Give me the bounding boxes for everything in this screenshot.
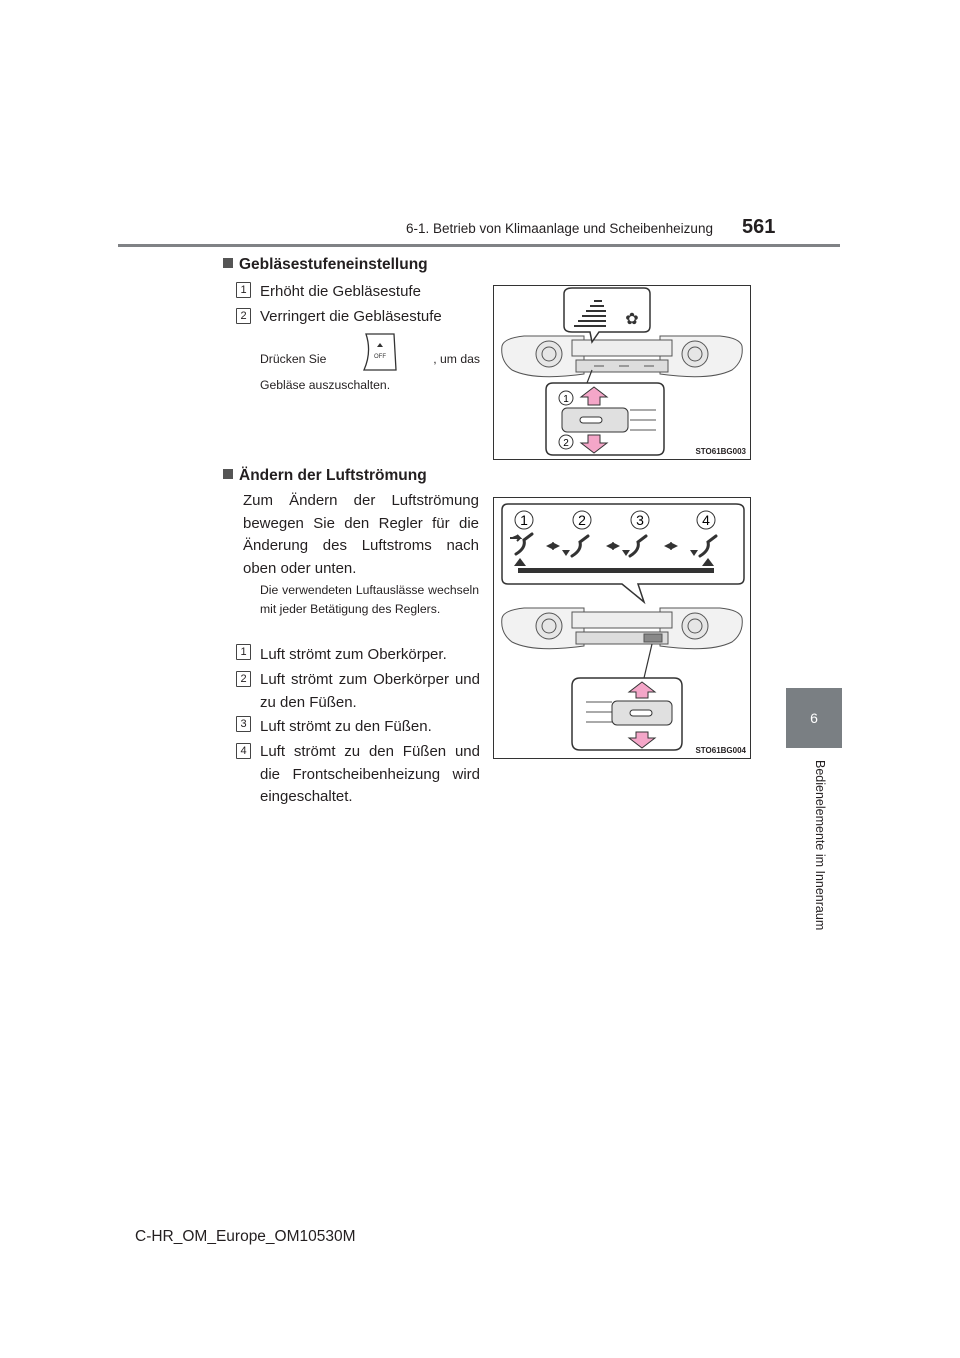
bullet-square-icon (223, 258, 233, 268)
section-heading-air-flow: Ändern der Luftströmung (223, 467, 427, 485)
header-section-title: 6-1. Betrieb von Klimaanlage und Scheibenheizung (406, 221, 713, 236)
list-item-text: Luft strömt zu den Füßen und die Frontscheibenheizung wird eingeschaltet. (260, 743, 480, 805)
air-flow-note: Die verwendeten Luftauslässe wechseln mit jeder Betätigung des Reglers. (260, 583, 479, 616)
fan-speed-list (236, 280, 486, 340)
page-number: 561 (742, 216, 776, 238)
figure-code: STO61BG004 (695, 746, 746, 755)
figure-fan-speed (493, 285, 751, 460)
item-number: 3 (236, 716, 251, 732)
callout-1: 1 (520, 512, 528, 528)
chapter-number: 6 (810, 710, 818, 726)
list-item-text: Luft strömt zum Oberkörper. (260, 646, 447, 663)
callout-1: 1 (563, 394, 569, 405)
off-label: OFF (373, 354, 386, 360)
fan-off-note (260, 348, 480, 395)
list-item-text: Verringert die Gebläsestufe (260, 308, 442, 325)
item-number: 2 (236, 671, 251, 687)
fan-speed-illustration (494, 286, 750, 459)
note-text: , um das (433, 351, 480, 366)
list-item-text: Erhöht die Gebläsestufe (260, 283, 421, 300)
section-heading-fan-speed: Gebläsestufeneinstellung (223, 256, 428, 274)
header-rule (118, 244, 840, 247)
item-number: 2 (236, 308, 251, 324)
air-flow-illustration (494, 498, 750, 758)
callout-4: 4 (702, 512, 710, 528)
callout-3: 3 (636, 512, 644, 528)
air-flow-intro: Zum Ändern der Luftströmung bewegen Sie den Regler für die Änderung des Luftstroms nach oben oder unten. (243, 492, 479, 577)
item-number: 1 (236, 644, 251, 660)
bullet-square-icon (223, 469, 233, 479)
list-item-text: Luft strömt zu den Füßen. (260, 718, 432, 735)
fan-off-button-icon (360, 332, 400, 372)
item-number: 1 (236, 282, 251, 298)
figure-air-flow (493, 497, 751, 759)
svg-text:✿: ✿ (625, 309, 639, 328)
footer-doc-id: C-HR_OM_Europe_OM10530M (135, 1228, 356, 1245)
callout-2: 2 (563, 438, 569, 449)
item-number: 4 (236, 743, 251, 759)
list-item-text: Luft strömt zum Oberkörper und zu den Füßen. (260, 671, 480, 711)
note-text: Drücken Sie (260, 351, 327, 366)
note-text: Gebläse auszuschalten. (260, 378, 391, 392)
chapter-title: Bedienelemente im Innenraum (813, 760, 827, 931)
figure-code: STO61BG003 (695, 447, 746, 456)
chapter-tab (786, 688, 842, 748)
air-flow-list (236, 642, 481, 812)
callout-2: 2 (578, 512, 586, 528)
